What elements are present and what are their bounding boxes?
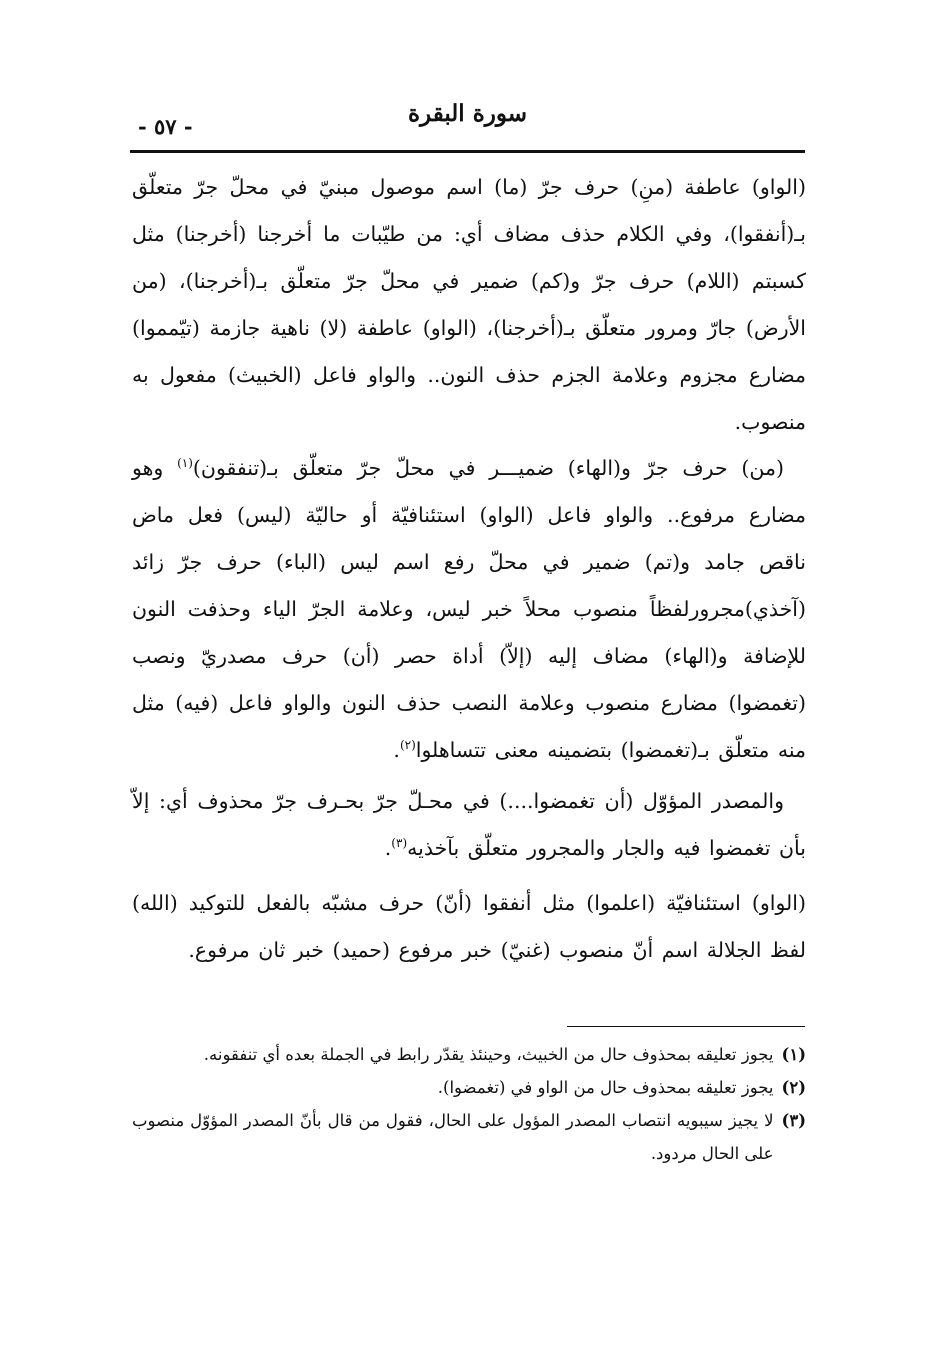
paragraph-2	[132, 445, 806, 774]
page-header	[130, 96, 805, 156]
paragraph-3	[132, 778, 806, 872]
footnote-1	[132, 1038, 806, 1071]
footnote-2	[132, 1071, 806, 1104]
paragraph-3-end: .	[384, 836, 392, 860]
page-title: سورة البقرة	[407, 100, 528, 127]
footnote-1-text: يجوز تعليقه بمحذوف حال من الخبيث، وحينئذ يقدّر رابط في الجملة بعده أي تنفقونه.	[203, 1045, 774, 1064]
header-rule	[130, 150, 805, 153]
paragraph-1-text: (الواو) عاطفة (منِ) حرف جرّ (ما) اسم موصول مبنيّ في محلّ جرّ متعلّق بـ(أنفقوا)، وفي الكلام حذف مضاف أي: من طيّبات ما أخرجنا (أخرجنا) مثل كسبتم (اللام) حرف جرّ و(كم) ضمير في محلّ جرّ متعلّق بـ(أخرجنا)، (من الأرض) جارّ ومرور متعلّق بـ(أخرجنا)، (الواو) عاطفة (لا) ناهية جازمة (تيّمموا) مضارع مجزوم وعلامة الجزم حذف النون.. والواو فاعل (الخبيث) مفعول به منصوب.	[132, 175, 806, 434]
paragraph-2-end: .	[393, 738, 400, 762]
paragraph-1	[132, 164, 806, 446]
page-number: - ٥٧ -	[138, 114, 193, 139]
footnote-2-text: يجوز تعليقه بمحذوف حال من الواو في (تغمضوا).	[437, 1078, 774, 1097]
footnote-separator	[567, 1026, 805, 1027]
paragraph-3-text: والمصدر المؤوّل (أن تغمضوا....) في محـلّ جرّ بحـرف جرّ محذوف أي: إلاّ بأن تغمضوا فيه والجار والمجرور متعلّق بآخذيه	[132, 789, 806, 860]
paragraph-3-body	[132, 778, 806, 872]
footnote-ref-1: (١)	[177, 456, 193, 471]
paragraph-2-body	[132, 445, 806, 774]
footnote-3-number: (٣)	[781, 1111, 806, 1130]
footnote-ref-2: (٢)	[399, 738, 416, 753]
paragraph-4-text: (الواو) استئنافيّة (اعلموا) مثل أنفقوا (أنّ) حرف مشبّه بالفعل للتوكيد (الله) لفظ الجلالة اسم أنّ منصوب (غنيّ) خبر مرفوع (حميد) خبر ثان مرفوع.	[132, 891, 806, 962]
footnote-ref-3: (٣)	[391, 836, 408, 851]
footnote-1-number: (١)	[781, 1045, 806, 1064]
paragraph-4	[132, 880, 806, 974]
footnote-3	[132, 1104, 806, 1170]
footnotes	[132, 1038, 806, 1170]
footnote-2-number: (٢)	[781, 1078, 806, 1097]
footnote-3-text: لا يجيز سيبويه انتصاب المصدر المؤول على الحال، فقول من قال بأنّ المصدر المؤوّل منصوب على الحال مردود.	[132, 1111, 774, 1163]
paragraph-2-text: (من) حرف جرّ و(الهاء) ضميـــر في محلّ جرّ متعلّق بـ(تنفقون)	[192, 456, 784, 480]
paragraph-2-rest: وهو مضارع مرفوع.. والواو فاعل (الواو) استئنافيّة أو حاليّة (ليس) فعل ماض ناقص جامد و(تم) ضمير في محلّ رفع اسم ليس (الباء) حرف جرّ زائد (آخذي)مجرورلفظاً منصوب محلاً خبر ليس، وعلامة الجرّ الياء وحذفت النون للإضافة و(الهاء) مضاف إليه (إلاّ) أداة حصر (أن) حرف مصدريّ ونصب (تغمضوا) مضارع منصوب وعلامة النصب حذف النون والواو فاعل (فيه) مثل منه متعلّق بـ(تغمضوا) بتضمينه معنى تتساهلوا	[132, 456, 806, 762]
